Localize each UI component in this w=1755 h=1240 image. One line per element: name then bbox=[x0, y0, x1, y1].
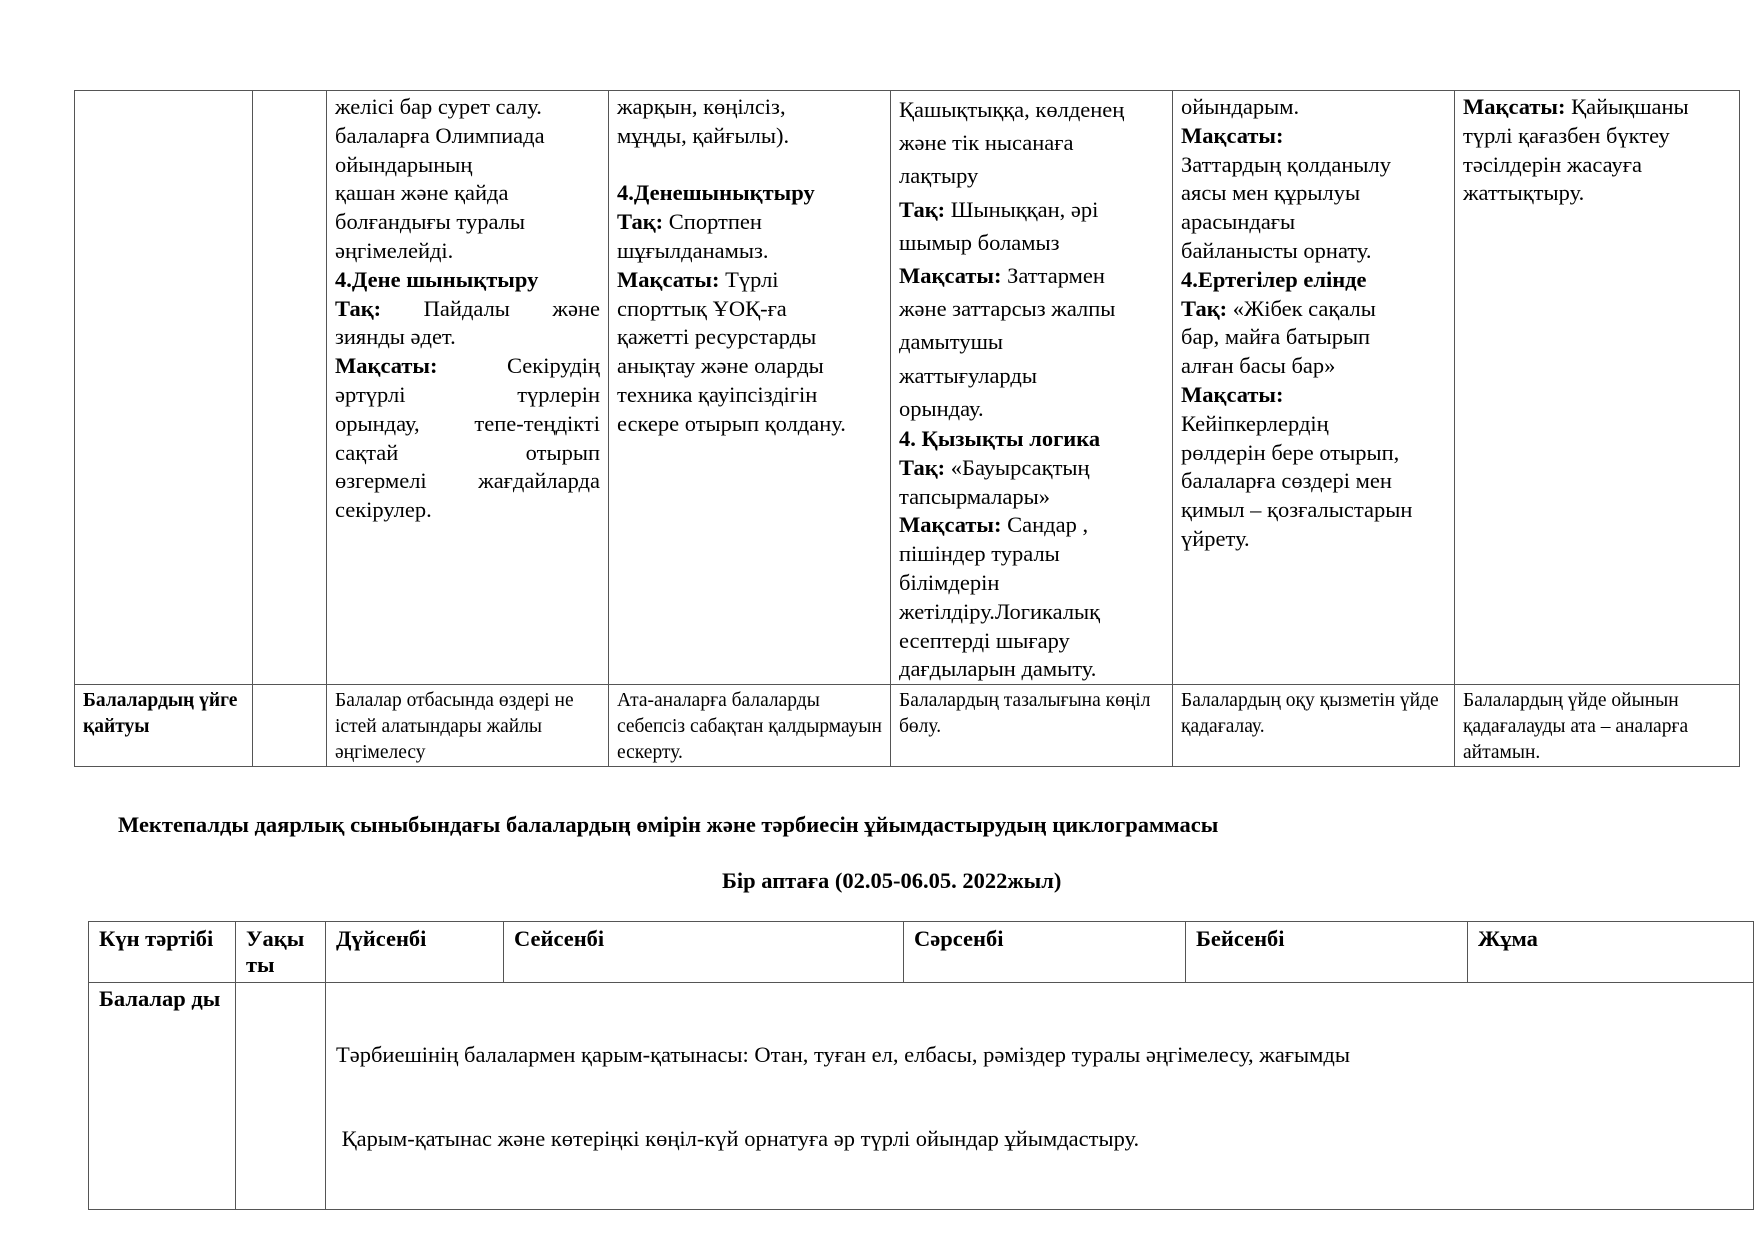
text-line: орындау. bbox=[899, 395, 984, 421]
text-line: дамытушы bbox=[899, 329, 1004, 355]
text-line: қимыл – қозғалыстарын bbox=[1181, 497, 1413, 523]
text-line: және тік нысанаға bbox=[899, 130, 1074, 156]
text-line: рөлдерін бере отырып, bbox=[1181, 439, 1400, 465]
monday-activities-cell bbox=[327, 91, 609, 685]
text-line: лақтыру bbox=[899, 163, 979, 189]
header-time: Уақы ты bbox=[236, 922, 326, 983]
thursday-activities-cell bbox=[1173, 91, 1455, 685]
text-line: үйрету. bbox=[1181, 525, 1250, 551]
text-line bbox=[899, 425, 1164, 454]
wednesday-activities-cell bbox=[891, 91, 1173, 685]
text-line: тәсілдерін жасауға bbox=[1463, 151, 1642, 177]
text-line: Заттардың қолданылу bbox=[1181, 151, 1391, 177]
return-home-row bbox=[75, 685, 1740, 767]
text-line: бар, майға батырып bbox=[1181, 324, 1371, 350]
activities-row bbox=[75, 91, 1740, 685]
friday-activities-cell bbox=[1455, 91, 1740, 685]
text-line: шымыр боламыз bbox=[899, 229, 1060, 255]
text-line: Тақ: Шыныққан, әрі bbox=[899, 196, 1099, 222]
text-line: Тақ: Пайдалы және bbox=[335, 295, 600, 321]
document-title: Мектепалды даярлық сыныбындағы балалардың өмірін және тәрбиесін ұйымдастырудың циклограммасы bbox=[118, 812, 1219, 837]
text-line bbox=[617, 179, 882, 208]
text-line: әңгімелейді. bbox=[335, 237, 454, 263]
text-line bbox=[335, 266, 600, 295]
text-line: орындау, тепе-теңдікті bbox=[335, 410, 600, 436]
arrival-time bbox=[236, 983, 326, 1210]
bold-label: 4.Дене шынықтыру bbox=[335, 266, 539, 292]
text-line: жаттығуларды bbox=[899, 362, 1037, 388]
tuesday-lines bbox=[617, 93, 882, 439]
time-cell bbox=[253, 91, 327, 685]
return-home-friday: Балалардың үйде ойынын қадағалауды ата – аналарға айтамын. bbox=[1455, 685, 1740, 767]
text-line: балаларға Олимпиада bbox=[335, 122, 545, 148]
return-home-time bbox=[253, 685, 327, 767]
text-line: мұңды, қайғылы). bbox=[617, 122, 790, 148]
header-tuesday: Сейсенбі bbox=[504, 922, 904, 983]
text-line: жаттықтыру. bbox=[1463, 180, 1585, 206]
text-line: техника қауіпсіздігін bbox=[617, 381, 818, 407]
document-subtitle: Бір аптаға (02.05-06.05. 2022жыл) bbox=[722, 868, 1062, 893]
bold-label: Мақсаты: bbox=[1181, 122, 1284, 148]
monday-lines bbox=[335, 93, 600, 525]
cyclogram-table bbox=[88, 921, 1754, 1210]
text-line bbox=[1181, 266, 1446, 295]
text-line: спорттық ҰОҚ-ға bbox=[617, 295, 787, 321]
arrival-row bbox=[89, 983, 1754, 1210]
arrival-line-1: Тәрбиешінің балалармен қарым-қатынасы: Отан, туған ел, елбасы, рәміздер туралы әңгімелесу, жағымды bbox=[336, 1042, 1350, 1067]
bold-label: 4. Қызықты логика bbox=[899, 426, 1101, 452]
text-line: әртүрлі түрлерін bbox=[335, 381, 600, 407]
tuesday-activities-cell bbox=[609, 91, 891, 685]
text-line: дағдыларын дамыту. bbox=[899, 656, 1097, 682]
text-line: желісі бар сурет салу. bbox=[335, 94, 542, 119]
text-line: өзгермелі жағдайларда bbox=[335, 468, 600, 494]
text-line: шұғылданамыз. bbox=[617, 237, 769, 263]
wednesday-lines bbox=[899, 93, 1164, 425]
text-line: арасындағы bbox=[1181, 209, 1296, 235]
text-line: ойындарым. bbox=[1181, 94, 1300, 119]
text-line: секірулер. bbox=[335, 497, 432, 523]
bold-label: Тақ: bbox=[617, 209, 664, 235]
header-friday: Жұма bbox=[1468, 922, 1754, 983]
header-monday: Дүйсенбі bbox=[326, 922, 504, 983]
bold-label: Мақсаты: bbox=[335, 353, 438, 379]
bold-label: Тақ: bbox=[335, 295, 382, 321]
text-line: зиянды әдет. bbox=[335, 324, 456, 350]
text-line: пішіндер туралы bbox=[899, 541, 1060, 567]
text-line: тапсырмалары» bbox=[899, 483, 1050, 509]
arrival-line-2: Қарым-қатынас және көтеріңкі көңіл-күй орнатуға әр түрлі ойындар ұйымдастыру. bbox=[336, 1126, 1140, 1151]
arrival-activities bbox=[326, 983, 1754, 1210]
text-line: анықтау және оларды bbox=[617, 353, 824, 379]
schedule-table-continued bbox=[74, 90, 1740, 767]
text-line: жарқын, көңілсіз, bbox=[617, 94, 786, 119]
text-line: Мақсаты: Секірудің bbox=[335, 353, 600, 379]
text-line: Тақ: Спортпен bbox=[617, 209, 762, 235]
text-line: Мақсаты: Сандар , bbox=[899, 512, 1089, 538]
text-line: білімдерін bbox=[899, 570, 1000, 596]
bold-label: Тақ: bbox=[899, 196, 946, 222]
text-line: қашан және қайда bbox=[335, 180, 509, 206]
text-line bbox=[1181, 381, 1446, 410]
text-line: және заттарсыз жалпы bbox=[899, 296, 1116, 322]
bold-label: Тақ: bbox=[1181, 295, 1228, 321]
text-line: Мақсаты: Заттармен bbox=[899, 263, 1105, 289]
friday-lines bbox=[1463, 93, 1731, 208]
header-regime: Күн тәртібі bbox=[89, 922, 236, 983]
text-line: ескере отырып қолдану. bbox=[617, 410, 846, 436]
text-line: есептерді шығару bbox=[899, 627, 1070, 653]
wednesday-tail-lines bbox=[899, 425, 1164, 684]
text-line: сақтай отырып bbox=[335, 439, 600, 465]
text-line: қажетті ресурстарды bbox=[617, 324, 817, 350]
bold-label: Мақсаты: bbox=[617, 266, 720, 292]
text-line: аясы мен құрылуы bbox=[1181, 180, 1361, 206]
bold-label: Мақсаты: bbox=[899, 512, 1002, 538]
header-thursday: Бейсенбі bbox=[1186, 922, 1468, 983]
text-line: байланысты орнату. bbox=[1181, 237, 1372, 263]
text-line: балаларға сөздері мен bbox=[1181, 468, 1392, 494]
text-line: Тақ: «Жібек сақалы bbox=[1181, 295, 1376, 321]
text-line: алған басы бар» bbox=[1181, 353, 1336, 379]
text-line: Тақ: «Бауырсақтың bbox=[899, 454, 1090, 480]
thursday-lines bbox=[1181, 93, 1446, 554]
regime-cell bbox=[75, 91, 253, 685]
text-line: Қашықтыққа, көлденең bbox=[899, 97, 1125, 122]
return-home-thursday: Балалардың оқу қызметін үйде қадағалау. bbox=[1173, 685, 1455, 767]
text-line: ойындарының bbox=[335, 151, 473, 177]
text-line: Кейіпкерлердің bbox=[1181, 410, 1329, 436]
header-row bbox=[89, 922, 1754, 983]
bold-label: Мақсаты: bbox=[1181, 381, 1284, 407]
return-home-wednesday: Балалардың тазалығына көңіл бөлу. bbox=[891, 685, 1173, 767]
arrival-label: Балалар ды bbox=[89, 983, 236, 1210]
bold-label: 4.Денешынықтыру bbox=[617, 180, 815, 206]
text-line: болғандығы туралы bbox=[335, 209, 525, 235]
bold-label: Мақсаты: bbox=[899, 263, 1002, 289]
return-home-monday: Балалар отбасында өздері не істей алатындары жайлы әңгімелесу bbox=[327, 685, 609, 767]
header-wednesday: Сәрсенбі bbox=[904, 922, 1186, 983]
text-line: Мақсаты: Түрлі bbox=[617, 266, 779, 292]
return-home-tuesday: Ата-аналарға балаларды себепсіз сабақтан қалдырмауын ескерту. bbox=[609, 685, 891, 767]
text-line: түрлі қағазбен бүктеу bbox=[1463, 122, 1670, 148]
return-home-label: Балалардың үйге қайтуы bbox=[75, 685, 253, 767]
bold-label: 4.Ертегілер елінде bbox=[1181, 266, 1367, 292]
text-line bbox=[617, 151, 882, 180]
text-line: жетілдіру.Логикалық bbox=[899, 598, 1101, 624]
bold-label: Мақсаты: bbox=[1463, 94, 1566, 119]
text-line: Мақсаты: Қайықшаны bbox=[1463, 94, 1689, 119]
text-line bbox=[1181, 122, 1446, 151]
bold-label: Тақ: bbox=[899, 454, 946, 480]
